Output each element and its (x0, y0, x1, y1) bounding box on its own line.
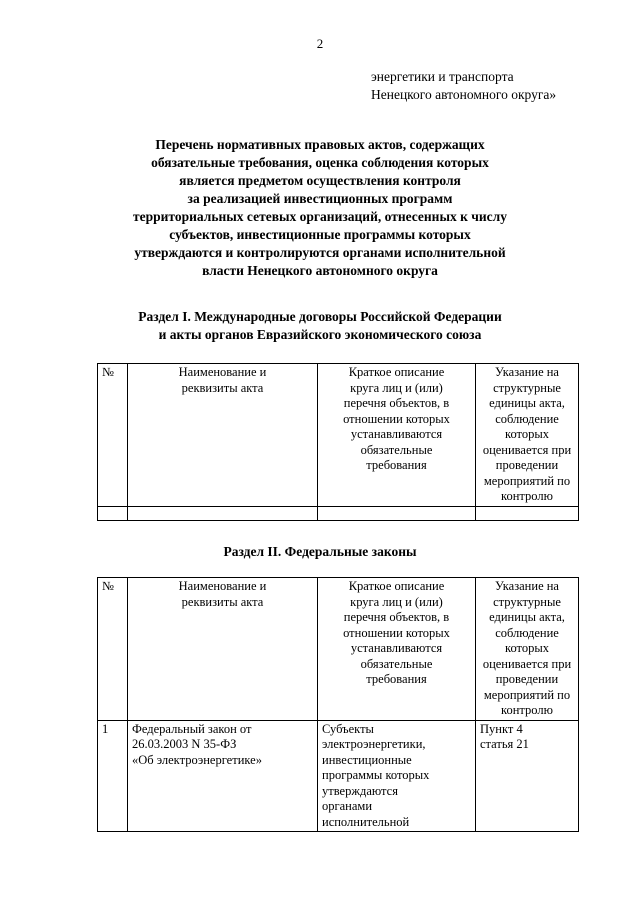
document-title (60, 136, 580, 280)
title-line: за реализацией инвестиционных программ (187, 191, 453, 206)
header-org-line-2: Ненецкого автономного округа» (371, 87, 557, 102)
cell-name: Федеральный закон от 26.03.2003 N 35-ФЗ «Об электроэнергетике» (128, 720, 318, 832)
cell-reference: Пункт 4 статья 21 (476, 720, 579, 832)
table-row (98, 720, 579, 832)
section-2-heading (60, 543, 580, 561)
header-description: Краткое описание круга лиц и (или) перечня объектов, в отношении которых устанавливаются обязательные требования (318, 364, 476, 507)
title-line: территориальных сетевых организаций, отнесенных к числу (133, 209, 507, 224)
header-number: № (98, 364, 128, 507)
title-line: субъектов, инвестиционные программы которых (169, 227, 471, 242)
header-reference: Указание на структурные единицы акта, соблюдение которых оценивается при проведении мероприятий по контролю (476, 364, 579, 507)
cell-description (318, 506, 476, 520)
title-line: Перечень нормативных правовых актов, содержащих (155, 137, 485, 152)
title-line: утверждаются и контролируются органами исполнительной (134, 245, 506, 260)
header-name: Наименование и реквизиты акта (128, 578, 318, 721)
section-2-heading-line: Раздел II. Федеральные законы (223, 544, 417, 559)
title-line: власти Ненецкого автономного округа (202, 263, 438, 278)
section-2-table (97, 577, 579, 832)
section-1-heading (60, 308, 580, 344)
table-header-row (98, 578, 579, 721)
header-org-line-1: энергетики и транспорта (371, 69, 514, 84)
title-line: обязательные требования, оценка соблюдения которых (151, 155, 489, 170)
table-header-row (98, 364, 579, 507)
cell-number: 1 (98, 720, 128, 832)
section-1-heading-line-1: Раздел I. Международные договоры Российской Федерации (138, 309, 502, 324)
cell-name (128, 506, 318, 520)
table-row (98, 506, 579, 520)
section-1-table (97, 363, 579, 521)
title-line: является предметом осуществления контроля (179, 173, 461, 188)
cell-number (98, 506, 128, 520)
cell-description: Субъекты электроэнергетики, инвестиционные программы которых утверждаются органами исполнительной (318, 720, 476, 832)
cell-reference (476, 506, 579, 520)
header-number: № (98, 578, 128, 721)
section-1-heading-line-2: и акты органов Евразийского экономического союза (158, 327, 482, 342)
header-reference: Указание на структурные единицы акта, соблюдение которых оценивается при проведении мероприятий по контролю (476, 578, 579, 721)
page-number: 2 (316, 36, 324, 51)
header-description: Краткое описание круга лиц и (или) перечня объектов, в отношении которых устанавливаются обязательные требования (318, 578, 476, 721)
header-name: Наименование и реквизиты акта (128, 364, 318, 507)
